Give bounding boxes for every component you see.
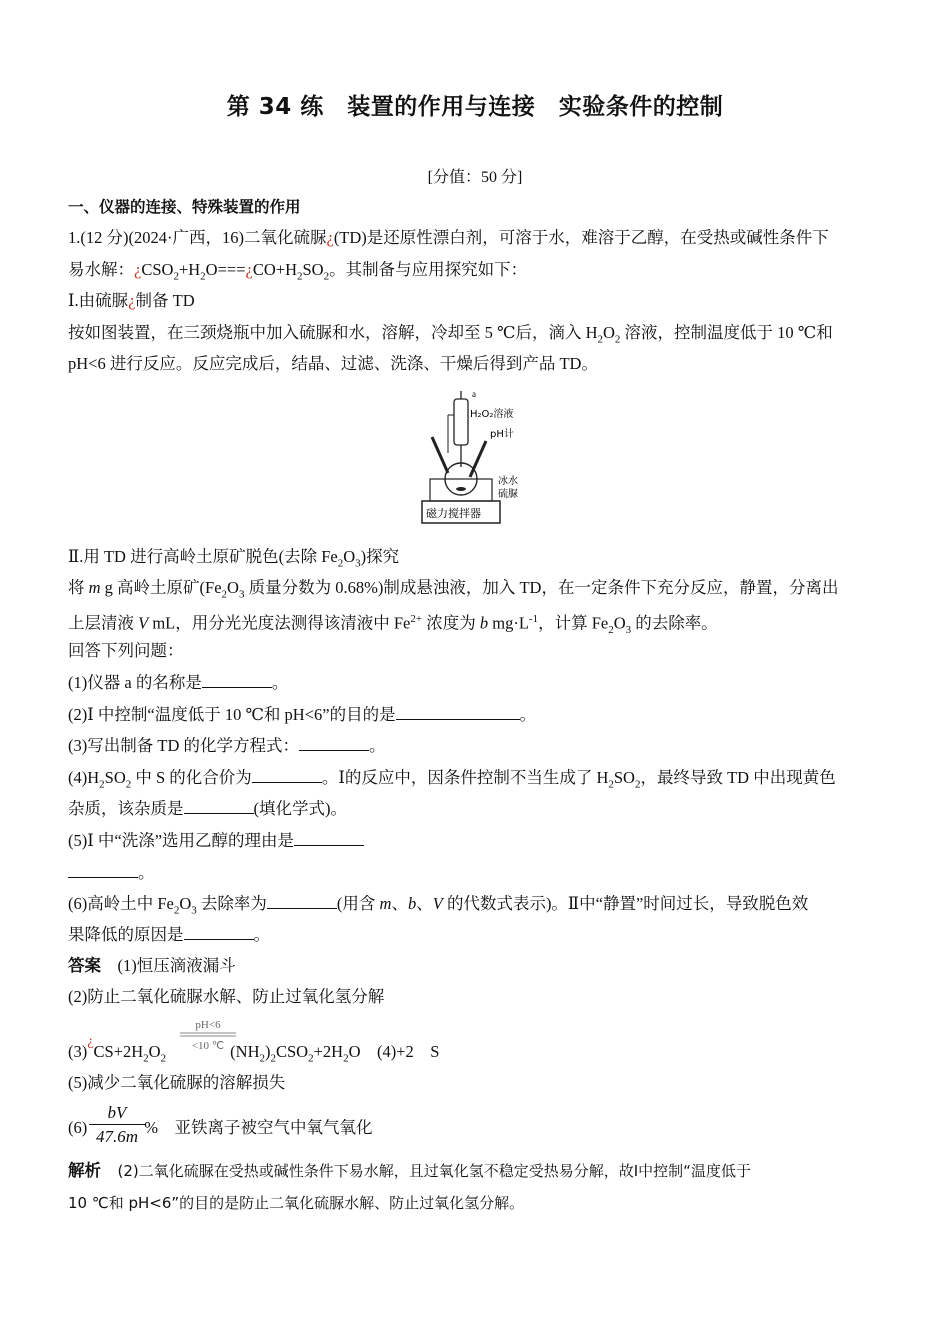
text: Ⅱ.用 TD 进行高岭土原矿脱色(去除 Fe (68, 547, 338, 566)
subq-1 (68, 671, 883, 694)
text: (1)仪器 a 的名称是 (68, 673, 202, 692)
subscript: 2 (297, 270, 303, 283)
q1-line2 (68, 259, 883, 287)
text: 。其制备与应用探究如下： (329, 260, 528, 279)
subscript: 2 (614, 333, 621, 346)
subscript: 2 (200, 270, 206, 283)
text: SO (104, 768, 126, 787)
fraction-denominator: 47.6m (95, 1127, 139, 1146)
part1-paragraph-line1 (68, 322, 883, 350)
part2-paragraph-line1 (68, 577, 883, 605)
subscript: 2 (173, 270, 179, 283)
text: 质量分数为 0.68%)制成悬浊液，加入 TD，在一定条件下充分反应，静置，分离出 (244, 578, 839, 597)
text: 上层清液 (68, 613, 139, 633)
answer-blank[interactable] (396, 703, 520, 720)
subq-5-line2 (68, 861, 883, 884)
text: (6)高岭土中 Fe (68, 894, 174, 913)
text: g 高岭土原矿(Fe (100, 578, 222, 597)
ph-probe (470, 441, 486, 477)
subscript: 2 (597, 333, 603, 346)
text: (1)恒压滴液漏斗 (117, 956, 236, 975)
text: (6) (68, 1118, 88, 1137)
text: 。Ⅰ的反应中，因条件控制不当生成了 H (321, 768, 609, 787)
answer-label: 答案 (68, 956, 101, 975)
subscript: 2 (125, 778, 132, 791)
subscript: 2 (270, 1052, 276, 1065)
reaction-condition (178, 1016, 238, 1060)
text: +2H (313, 1042, 344, 1061)
answer-line6 (68, 1117, 883, 1139)
label-ice: 冰水 (498, 476, 518, 487)
q1-line1 (68, 227, 883, 249)
text: (填化学式)。 (253, 799, 347, 818)
text: ，最终导致 TD 中出现黄色 (640, 768, 836, 787)
text: 。 (253, 925, 270, 944)
subq-6-line2 (68, 923, 883, 946)
thermometer (432, 437, 448, 473)
var-v: V (432, 894, 443, 913)
text: mg·L (488, 613, 529, 633)
answer-blank[interactable] (202, 671, 272, 688)
text: 易水解： (68, 260, 134, 279)
text: mL，用分光光度法测得该清液中 Fe (148, 613, 411, 633)
inverted-question-glyph: ¿ (326, 228, 334, 247)
text: 的去除率。 (631, 613, 718, 633)
dropping-funnel (454, 399, 468, 445)
text: ) (265, 1042, 271, 1061)
subq-4-line2 (68, 797, 883, 820)
answer-blank[interactable] (299, 734, 369, 751)
text: CSO (141, 260, 174, 279)
label-a: a (472, 389, 476, 399)
text: (用含 (336, 894, 380, 913)
text: O (603, 323, 615, 342)
analysis-label: 解析 (68, 1161, 101, 1180)
text: O (179, 894, 192, 913)
text: 、 (416, 894, 433, 913)
text: CS+2H (93, 1042, 144, 1061)
subscript: 3 (238, 588, 245, 601)
text: 浓度为 (422, 613, 480, 633)
inverted-question-glyph: ¿ (245, 260, 253, 279)
text: 杂质，该杂质是 (68, 799, 184, 818)
label-stirrer: 磁力搅拌器 (426, 507, 481, 520)
text: 1.(12 分)(2024·广西，16)二氧化硫脲 (68, 228, 327, 247)
label-ph: pH计 (490, 429, 514, 440)
text: (2)Ⅰ 中控制“温度低于 10 ℃和 pH<6”的目的是 (68, 705, 396, 724)
text: 。 (519, 705, 537, 724)
text: 。 (271, 673, 289, 692)
condition-top: pH<6 (195, 1019, 221, 1031)
text: )探究 (360, 547, 400, 566)
page-title: 第 34 练 装置的作用与连接 实验条件的控制 (226, 94, 724, 120)
text: 。 (138, 863, 155, 882)
var-b: b (479, 613, 489, 633)
text: 按如图装置，在三颈烧瓶中加入硫脲和水，溶解，冷却至 5 ℃后，滴入 H (68, 323, 598, 342)
text: +H (178, 260, 201, 279)
answer-blank[interactable] (294, 829, 364, 846)
subscript: 3 (625, 623, 632, 636)
stir-bar (456, 487, 466, 491)
score-label: [分值：50 分] (427, 169, 523, 186)
text: CSO (276, 1042, 309, 1061)
subscript: 2 (608, 778, 614, 791)
text: O (4)+2 S (348, 1042, 440, 1061)
subq-6-line1 (68, 892, 883, 921)
text: (3)写出制备 TD 的化学方程式： (68, 736, 299, 755)
label-thiourea: 硫脲 (498, 489, 518, 500)
analysis-line2: 10 ℃和 pH<6”的目的是防止二氧化硫脲水解、防止过氧化氢分解。 (68, 1194, 525, 1212)
text: 。 (368, 736, 386, 755)
answer-blank[interactable] (184, 797, 254, 814)
subscript: 2 (308, 1052, 314, 1065)
text: O (343, 547, 356, 566)
condition-bottom: <10 ℃ (191, 1040, 225, 1052)
text: 果降低的原因是 (68, 925, 184, 944)
answer-line2: (2)防止二氧化硫脲水解、防止过氧化氢分解 (68, 987, 385, 1006)
inverted-question-glyph: ¿ (134, 260, 142, 279)
subscript: 2 (99, 778, 105, 791)
text: SO (613, 768, 635, 787)
fraction-numerator: bV (89, 1102, 145, 1125)
ask-line: 回答下列问题： (68, 641, 184, 660)
answer-line1 (68, 955, 883, 977)
label-h2o2: H₂O₂溶液 (470, 409, 514, 420)
text: 的代数式表示)。Ⅱ中“静置”时间过长，导致脱色效 (442, 894, 809, 913)
subscript: 2 (143, 1052, 149, 1065)
subscript: 2 (173, 904, 180, 917)
text: O (613, 613, 626, 633)
text: 将 (68, 578, 89, 597)
subscript: 2 (634, 778, 641, 791)
text: 溶液，控制温度低于 10 ℃和 (620, 323, 833, 342)
fraction (89, 1102, 145, 1150)
text: SO (302, 260, 324, 279)
apparatus-figure (418, 385, 538, 525)
answer-blank[interactable] (252, 766, 322, 783)
text: Ⅰ.由硫脲 (68, 291, 129, 310)
var-m: m (379, 894, 392, 913)
subscript: 2 (337, 557, 344, 570)
answer-blank[interactable] (184, 923, 254, 940)
part1-heading (68, 290, 883, 312)
var-v: V (138, 613, 149, 633)
inverted-question-glyph: ¿ (128, 291, 136, 310)
subscript: 2 (323, 270, 330, 283)
text: (TD)是还原性漂白剂，可溶于水，难溶于乙醇，在受热或碱性条件下 (333, 228, 829, 247)
text: 去除率为 (196, 894, 267, 913)
text: ，计算 Fe (538, 613, 609, 633)
text: O (148, 1042, 161, 1061)
var-m: m (88, 578, 101, 597)
subscript: 3 (355, 557, 361, 570)
superscript: 2+ (410, 613, 423, 625)
text: CO+H (252, 260, 297, 279)
inverted-question-glyph: ¿ (87, 1034, 94, 1049)
answer-blank[interactable] (68, 861, 138, 878)
section-heading: 一、仪器的连接、特殊装置的作用 (68, 198, 301, 216)
superscript: -1 (528, 613, 539, 625)
text: O (227, 578, 239, 597)
subscript: 3 (191, 904, 197, 917)
subq-5-line1 (68, 829, 883, 852)
var-b: b (407, 894, 417, 913)
text: % 亚铁离子被空气中氧气氧化 (144, 1118, 373, 1137)
answer-blank[interactable] (267, 892, 337, 909)
subq-3 (68, 734, 883, 757)
subscript: 2 (160, 1052, 167, 1065)
text: (NH (226, 1042, 260, 1061)
text: (4)H (68, 768, 100, 787)
subscript: 2 (259, 1052, 265, 1065)
text: O=== (205, 260, 246, 279)
part2-heading (68, 546, 883, 574)
subq-4-line1 (68, 766, 883, 795)
part1-paragraph-line2: pH<6 进行反应。反应完成后，结晶、过滤、洗涤、干燥后得到产品 TD。 (68, 354, 598, 373)
text: 中 S 的化合价为 (131, 768, 252, 787)
subscript: 2 (221, 588, 228, 601)
subq-2 (68, 703, 883, 726)
text: 、 (391, 894, 408, 913)
subscript: 2 (343, 1052, 349, 1065)
answer-line5: (5)减少二氧化硫脲的溶解损失 (68, 1073, 286, 1092)
subscript: 2 (608, 623, 614, 636)
text: (2)二氧化硫脲在受热或碱性条件下易水解，且过氧化氢不稳定受热易分解，故Ⅰ中控制“温度低于 (117, 1162, 751, 1180)
analysis-line1 (68, 1160, 883, 1182)
text: (5)Ⅰ 中“洗涤”选用乙醇的理由是 (68, 831, 295, 850)
text: 制备 TD (135, 291, 195, 310)
text: (3) (68, 1042, 88, 1061)
part2-paragraph-line2 (68, 608, 883, 641)
